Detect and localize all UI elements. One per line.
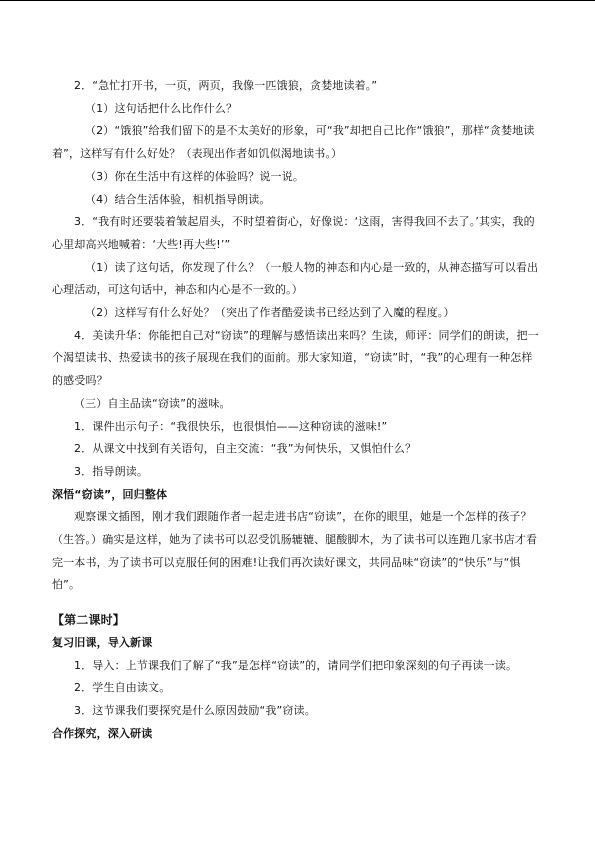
section-heading: 复习旧课，导入新课 [52, 635, 153, 649]
paragraph: （2）这样写有什么好处？（突出了作者酷爱读书已经达到了入魔的程度。） [85, 306, 455, 320]
paragraph: 观察课文插图，刚才我们跟随作者一起走进书店“窃读”，在你的眼里，她是一个怎样的孩子？（生答。）确实是这样，她为了读书可以忍受饥肠辘辘、腿酸脚木，为了读书可以连跑几家书店才看完一本书，为了读书可以克服任何的困难!让我们再次读好课文，共同品味“窃读”的“快乐”与“惧怕”。 [52, 510, 538, 592]
paragraph: （三）自主品读“窃读”的滋味。 [74, 396, 231, 410]
paragraph: （1）读了这句话，你发现了什么？（一般人物的神态和内心是一致的，从神态描写可以看出心理活动，可这句话中，神态和内心是不一致的。） [52, 260, 539, 297]
paragraph: （2）“饿狼”给我们留下的是不太美好的形象，可“我”却把自己比作“饿狼”，那样“贪婪地读着”，这样写有什么好处？（表现出作者如饥似渴地读书。） [52, 124, 535, 161]
section-heading: 【第二课时】 [52, 613, 125, 628]
paragraph: 1．导入：上节课我们了解了“我”是怎样“窃读”的，请同学们把印象深刻的句子再读一读。 [74, 658, 518, 672]
paragraph: 2．从课文中找到有关语句，自主交流：“我”为何快乐，又惧怕什么？ [74, 442, 417, 456]
paragraph: 2．“急忙打开书，一页，两页，我像一匹饿狼，贪婪地读着。” [74, 79, 378, 92]
paragraph: （4）结合生活体验，相机指导朗读。 [85, 192, 271, 206]
section-heading: 合作探究，深入研读 [52, 726, 153, 740]
paragraph: 3．“我有时还要装着皱起眉头，不时望着街心，好像说：‘这雨，害得我回不去了。’其实，我的心里却高兴地喊着：‘大些!再大些!’” [52, 215, 535, 251]
top-border-line [0, 0, 595, 1]
paragraph: 3．这节课我们要探究是什么原因鼓励“我”窃读。 [74, 703, 316, 717]
paragraph: 4．美读升华：你能把自己对“窃读”的理解与感悟读出来吗？生读，师评：同学们的朗读，把一个渴望读书、热爱读书的孩子展现在我们的面前。那大家知道，“窃读”时，“我”的心理有一种怎样的感受吗？ [52, 328, 539, 388]
paragraph: 2．学生自由读文。 [74, 681, 171, 695]
paragraph: 1．课件出示句子：“我很快乐，也很惧怕——这种窃读的滋味!” [74, 419, 388, 433]
document-body [52, 75, 542, 745]
section-heading: 深悟“窃读”，回归整体 [52, 487, 168, 501]
paragraph: （1）这句话把什么比作什么？ [85, 101, 238, 115]
paragraph: （3）你在生活中有这样的体验吗？说一说。 [85, 169, 304, 183]
paragraph: 3．指导朗读。 [74, 464, 149, 478]
